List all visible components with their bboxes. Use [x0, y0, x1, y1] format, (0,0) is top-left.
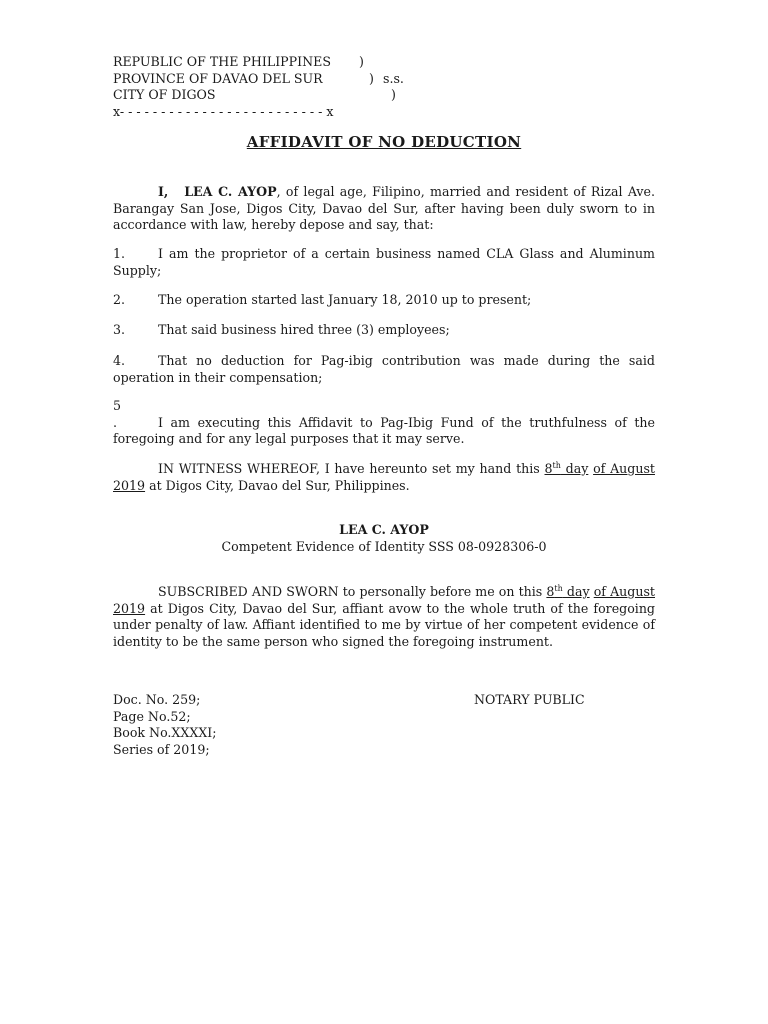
item-text: I am the proprietor of a certain business named CLA Glass and Aluminum Supply;	[113, 246, 655, 278]
day-suffix: th	[552, 461, 561, 470]
series: Series of 2019;	[113, 741, 210, 757]
witness-date-day	[545, 461, 589, 476]
jurat-text-end: at Digos City, Davao del Sur, affiant avow to the whole truth of the foregoing under penalty of law. Affiant identified to me by virtue of her competent evidence of identity to be the same person who signed the foregoing instrument.	[113, 600, 655, 649]
witness-date-month: of August 2019	[113, 461, 655, 493]
document-title: AFFIDAVIT OF NO DEDUCTION	[246, 133, 522, 151]
venue-bracket: )	[391, 87, 396, 102]
item-text: The operation started last January 18, 2010 up to present;	[158, 292, 532, 307]
venue-block	[113, 54, 404, 120]
day-number: 8	[546, 584, 555, 599]
item-text: That said business hired three (3) employees;	[158, 322, 450, 337]
doc-number: Doc. No. 259;	[113, 692, 201, 707]
book-number: Book No.XXXXI;	[113, 725, 217, 740]
intro-pronoun: I,	[158, 184, 169, 199]
affiant-name: LEA C. AYOP	[184, 184, 277, 199]
witness-paragraph	[113, 461, 655, 494]
jurat-date-month: of August 2019	[113, 584, 655, 616]
day-word: day	[562, 584, 590, 599]
venue-province: PROVINCE OF DAVAO DEL SUR	[113, 70, 323, 86]
notarial-register	[113, 692, 217, 758]
page-number: Page No.52;	[113, 708, 191, 724]
list-item	[113, 292, 655, 309]
list-item	[113, 398, 655, 448]
venue-bracket: )	[359, 54, 364, 69]
signatory-name: LEA C. AYOP	[339, 522, 429, 537]
list-item	[113, 322, 655, 339]
list-item	[113, 246, 655, 279]
venue-bracket: )	[369, 70, 374, 86]
list-item	[113, 353, 655, 386]
witness-text: IN WITNESS WHEREOF, I have hereunto set my hand this	[158, 461, 545, 476]
venue-separator: x- - - - - - - - - - - - - - - - - - - - - - - - - x	[113, 103, 334, 119]
identity-line: Competent Evidence of Identity SSS 08-0928306-0	[221, 538, 547, 554]
venue-line	[113, 87, 396, 104]
day-word: day	[560, 461, 589, 476]
day-number: 8	[544, 461, 553, 476]
jurat-paragraph	[113, 584, 655, 650]
venue-city: CITY OF DIGOS	[113, 87, 216, 102]
venue-ss: s.s.	[383, 70, 404, 86]
item-number-dot: .	[113, 414, 118, 430]
witness-text-end: at Digos City, Davao del Sur, Philippines.	[145, 477, 410, 493]
jurat-text: SUBSCRIBED AND SWORN to personally before me on this	[158, 584, 547, 599]
item-number: 2.	[113, 292, 126, 307]
item-number: 3.	[113, 322, 126, 337]
item-number: 5	[113, 398, 122, 413]
day-suffix: th	[554, 584, 563, 593]
item-text: That no deduction for Pag-ibig contribution was made during the said operation in their compensation;	[113, 353, 655, 385]
venue-line	[113, 70, 404, 88]
notary-public-label: NOTARY PUBLIC	[474, 692, 585, 707]
item-number: 1.	[113, 246, 126, 261]
intro-paragraph	[113, 184, 655, 234]
item-number: 4.	[113, 353, 126, 368]
item-text: I am executing this Affidavit to Pag-Ibig Fund of the truthfulness of the foregoing and for any legal purposes that it may serve.	[113, 414, 655, 446]
signature-block	[0, 522, 768, 555]
intro-text: , of legal age, Filipino, married and resident of Rizal Ave. Barangay San Jose, Digos City, Davao del Sur, after having been duly sworn to in accordance with law, hereby depose and say, that:	[113, 184, 655, 232]
jurat-date-day	[546, 584, 589, 599]
venue-republic: REPUBLIC OF THE PHILIPPINES	[113, 54, 331, 69]
venue-line	[113, 54, 364, 71]
